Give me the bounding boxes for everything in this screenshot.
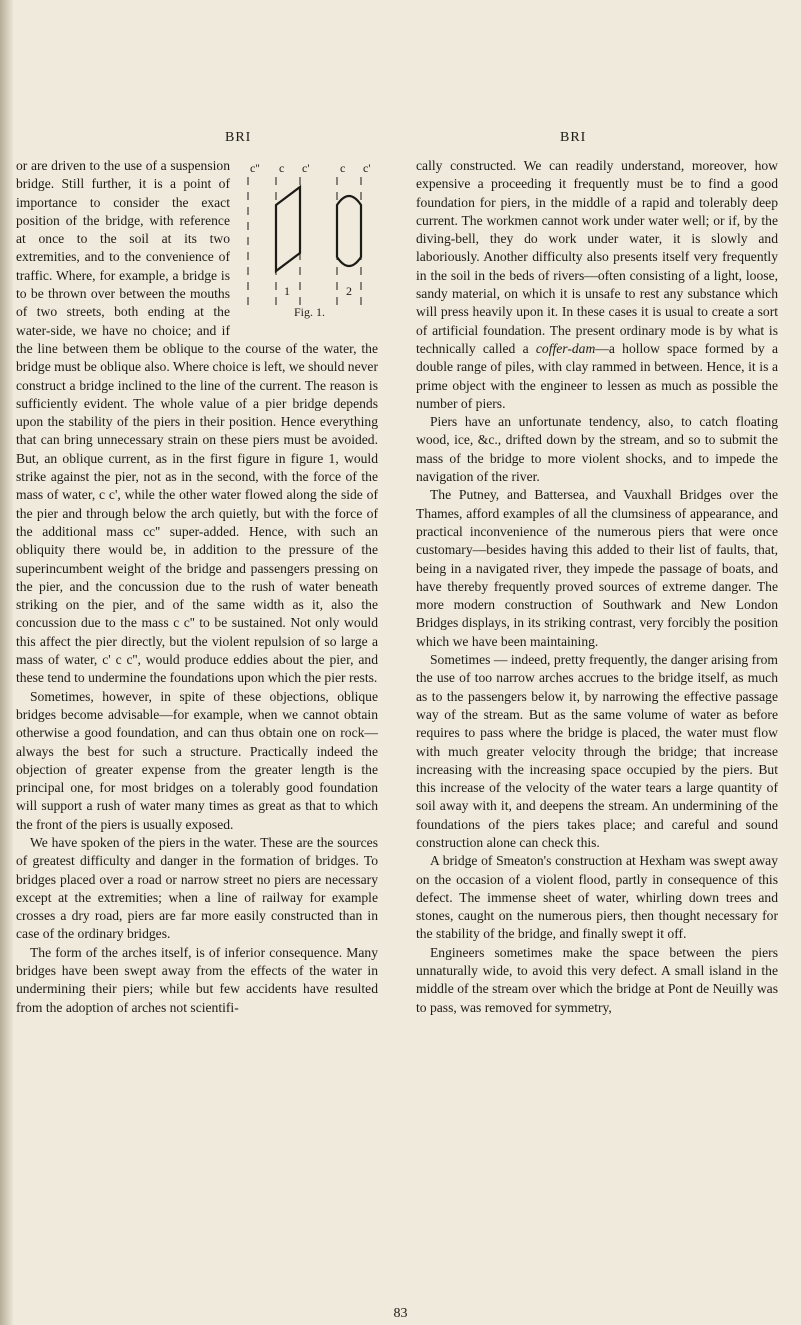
fig1-number: 1: [284, 284, 290, 298]
running-head-left: BRI: [225, 130, 252, 145]
fig1-label-c: c: [279, 161, 285, 175]
running-head: [0, 130, 801, 154]
figure-caption: Fig. 1.: [294, 305, 326, 319]
fig1-label-c2: c'': [250, 161, 260, 175]
paragraph: Sometimes, however, in spite of these objections, oblique bridges become advisable—for example, when we cannot obtain otherwise a good foundation, and can thus obtain one on rock—always the best for such a structure. Practically indeed the objection of greater expense from the greater length is the principal one, for most bridges on a tolerably good foundation will support a rush of water many times as great as that to which the front of the piers is usually exposed.: [16, 688, 378, 832]
page-number: 83: [393, 1306, 408, 1321]
fig2-number: 2: [346, 284, 352, 298]
paragraph: A bridge of Smeaton's construction at Hexham was swept away on the occasion of a violent flood, partly in consequence of this defect. The immense sheet of water, whirling down trees and stones, caught on the numerous piers, then thought necessary for the stability of the bridge, and finally swept it off.: [416, 853, 778, 942]
fig2-label-c1: c': [363, 161, 371, 175]
left-column: [16, 157, 378, 1017]
paragraph: or are driven to the use of a suspension bridge. Still further, it is a point of importance to consider the exact position of the bridge, with reference at once to the soil at its two extremities, and to the convenience of traffic. Where, for example, a bridge is to be thrown over between the mouths of two streets, both ending at the water-side, we have no choice; and if the line between them be oblique to the course of the water, the bridge must be oblique also. Where choice is left, we should never construct a bridge inclined to the line of the current. The reason is sufficiently evident. The whole value of a pier bridge depends upon the stability of the piers in their position. Hence everything that can bring unnecessary strain on these piers must be avoided. But, an oblique current, as in the first figure in figure 1, would strike against the pier, not as in the second, with the force of the mass of water, c c', while the other water flowed along the side of the pier and through below the arch quietly, but with the force of the additional mass cc'' super-added. Hence, with such an obliquity there would be, in addition to the pressure of the superincumbent weight of the bridge and passengers pressing on the pier, and the concussion due to the rush of water beneath striking on the pier, and of the same width as it, also the concussion due to the mass c c'' to be sustained. Not only would this affect the pier directly, but the violent repulsion of so large a mass of water, c' c c'', would produce eddies about the pier, and these tend to undermine the foundations upon which the pier rests.: [16, 158, 378, 686]
italic-term: coffer-dam: [535, 340, 596, 356]
paragraph: The Putney, and Battersea, and Vauxhall Bridges over the Thames, afford examples of all the clumsiness of appearance, and practical inconvenience of the numerous piers that were once customary—besides having this added to their list of faults, that, being in a navigated river, they impede the passage of boats, and have thereby frequently proved sources of extreme danger. The more modern construction of Southwark and New London Bridges displays, in its striking contrast, very forcibly the position which we have been maintaining.: [416, 487, 778, 649]
paragraph-text: cally constructed. We can readily understand, moreover, how expensive a proceeding it frequently must be to find a good foundation for piers, in the middle of a rapid and tolerably deep current. The workmen cannot work under water well; or if, by the diving-bell, they do work under water, it is slowly and laboriously. Another difficulty also presents itself very frequently in the soil in the beds of rivers—often consisting of a light, loose, sandy material, on which it is unsafe to rest any substance which will press heavily upon it. In these cases it is usual to create a sort of artificial foundation. The present ordinary mode is by what is technically called a: [416, 158, 778, 356]
paragraph-text: —a hollow space formed by a double range of piles, with clay rammed in between. Hence, it is a prime object with the engineer to lessen as much as possible the number of piers.: [416, 340, 778, 411]
paragraph: Sometimes — indeed, pretty frequently, the danger arising from the use of too narrow arches accrues to the bridge itself, as much as to the passengers below it, by narrowing the effective passage way of the stream. But as the same volume of water as before requires to pass where the bridge is placed, the water must flow with much greater velocity through the bridge; that increase increasing with the increasing space occupied by the piers. But this increase of the velocity of the water tears a large quantity of soil away with it, and deepens the stream. An undermining of the foundations of the piers takes place; and careful and sound construction alone can check this.: [416, 652, 778, 850]
paragraph: [416, 157, 778, 413]
square-pier: [337, 196, 361, 266]
paragraph: The form of the arches itself, is of inferior consequence. Many bridges have been swept away from the effects of the water in undermining their piers; while but few accidents have resulted from the adoption of arches not scientifi-: [16, 944, 378, 1015]
oblique-pier: [276, 187, 300, 271]
running-head-right: BRI: [560, 130, 587, 145]
figure-1-diagram: [236, 157, 378, 319]
fig2-label-c: c: [340, 161, 346, 175]
paragraph: We have spoken of the piers in the water. These are the sources of greatest difficulty and danger in the formation of bridges. To bridges placed over a road or narrow street no piers are necessary except at the extremities; when a line of railway for example crosses a dry road, piers are far more easily constructed than in case of the ordinary bridges.: [16, 834, 378, 942]
figure-1: [236, 157, 378, 319]
binding-shadow: [0, 0, 14, 1325]
fig1-label-c1: c': [302, 161, 310, 175]
paragraph: Engineers sometimes make the space between the piers unnaturally wide, to avoid this very defect. A small island in the middle of the stream over which the bridge at Pont de Neuilly was to pass, was removed for symmetry,: [416, 944, 778, 1015]
right-column: [416, 157, 778, 1017]
paragraph: Piers have an unfortunate tendency, also, to catch floating wood, ice, &c., drifted down by the stream, and so to submit the mass of the bridge to more violent shocks, and to impede the navigation of the river.: [416, 414, 778, 485]
